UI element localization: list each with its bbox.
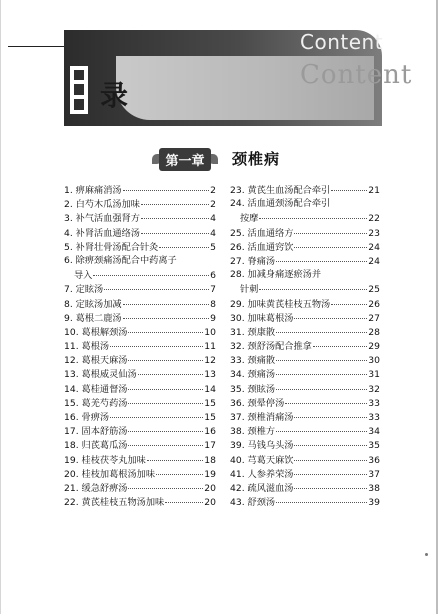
toc-entry-title: 10. 葛根解颈汤 — [64, 326, 128, 338]
dot-leader — [123, 295, 210, 305]
toc-entry-title: 38. 颈椎方 — [230, 426, 276, 438]
toc-entry-page: 32 — [368, 383, 380, 395]
dot-leader — [123, 309, 210, 319]
toc-entry-title: 13. 葛根威灵仙汤 — [64, 369, 137, 381]
toc-entry-title: 26. 活血通窍饮 — [230, 241, 294, 253]
dot-leader — [294, 309, 367, 319]
contents-banner — [0, 0, 438, 130]
toc-entry-title: 41. 人参养荣汤 — [230, 468, 294, 480]
dot-leader — [128, 436, 203, 446]
toc-column-left — [64, 183, 216, 509]
scan-speck — [425, 553, 428, 556]
toc-entry-title: 32. 颈舒汤配合推拿 — [230, 341, 312, 353]
toc-entry-title: 29. 加味黄芪桂枝五物汤 — [230, 298, 331, 310]
toc-entry-title: 31. 颈康散 — [230, 326, 276, 338]
toc-entry-title: 3. 补气活血强肾方 — [64, 213, 140, 225]
dot-leader — [128, 380, 203, 390]
dot-leader — [123, 181, 210, 191]
toc-entry-page: 21 — [368, 185, 380, 196]
toc-entry-page: 33 — [368, 397, 380, 409]
toc-entry-title: 8. 定眩汤加减 — [64, 298, 122, 310]
toc-entry-title: 16. 骨痹汤 — [64, 412, 110, 423]
toc-entry-title: 18. 归芪葛瓜汤 — [64, 440, 128, 452]
dot-leader — [294, 451, 367, 461]
dot-leader — [141, 209, 209, 219]
toc-entry-title: 15. 葛羌芍药汤 — [64, 397, 128, 409]
header-rule — [8, 46, 70, 47]
dot-leader — [294, 224, 367, 234]
toc-entry-title: 43. 舒颈汤 — [230, 497, 276, 509]
toc-entry-page: 31 — [368, 369, 380, 381]
toc-entry-page: 14 — [204, 383, 216, 395]
dot-leader — [147, 451, 203, 461]
dot-leader — [138, 365, 204, 375]
dot-leader — [294, 408, 367, 418]
dot-leader — [294, 465, 367, 475]
toc-entry-title: 14. 葛桂通督汤 — [64, 383, 128, 395]
toc-entry-page: 20 — [204, 482, 216, 494]
dot-leader — [141, 224, 209, 234]
toc-entry-page: 35 — [368, 440, 380, 452]
dot-leader — [331, 181, 367, 191]
dot-leader — [128, 422, 203, 432]
toc-entry-title: 24. 活血通颈汤配合牵引 — [230, 198, 331, 210]
toc-entry-title: 25. 活血通络方 — [230, 227, 294, 239]
chapter-number: 第一章 — [159, 148, 210, 171]
content-word: Content — [300, 30, 384, 54]
toc-entry-page: 5 — [210, 241, 216, 253]
toc-entry[interactable] — [230, 254, 380, 268]
dot-leader — [276, 493, 367, 503]
toc-entry-page: 6 — [210, 270, 216, 282]
toc-entry-page: 20 — [204, 497, 216, 509]
toc-entry-title: 1. 痹麻痛消汤 — [64, 185, 122, 196]
toc-entry-title: 39. 马钱乌头汤 — [230, 440, 294, 452]
toc-entry-page: 33 — [368, 412, 380, 423]
toc-entry-page: 30 — [368, 355, 380, 367]
toc-entry-title: 导入 — [74, 270, 93, 282]
chapter-title: 颈椎病 — [232, 150, 281, 168]
toc-entry-page: 16 — [204, 426, 216, 438]
dot-leader — [259, 280, 367, 290]
toc-entry-title: 4. 补肾活血通络汤 — [64, 227, 140, 239]
dot-leader — [93, 266, 209, 276]
toc-entry-title: 20. 桂枝加葛根汤加味 — [64, 468, 156, 480]
toc-entry-page: 9 — [210, 312, 216, 324]
dot-leader — [276, 380, 367, 390]
toc-entry-title: 7. 定眩汤 — [64, 284, 104, 296]
toc-entry-page: 29 — [368, 341, 380, 353]
toc-entry-title: 28. 加减身痛逐瘀汤并 — [230, 269, 322, 281]
toc-entry[interactable] — [64, 495, 216, 509]
toc-entry-title: 6. 除痹颈痛汤配合中药离子 — [64, 254, 177, 266]
dot-leader — [276, 422, 367, 432]
toc-entry-title: 27. 脊痛汤 — [230, 255, 276, 267]
toc-entry-title: 针刺 — [240, 284, 259, 296]
toc-entry-page: 4 — [210, 227, 216, 239]
toc-entry-page: 15 — [204, 397, 216, 409]
toc-entry-title: 21. 缓急舒痹汤 — [64, 482, 128, 494]
toc-entry-title: 9. 葛根二鹿汤 — [64, 312, 122, 324]
toc-entry-page: 4 — [210, 213, 216, 225]
toc-entry-page: 12 — [204, 355, 216, 367]
toc-entry-title: 12. 葛根天麻汤 — [64, 355, 128, 367]
toc-entry-title: 35. 颈眩汤 — [230, 383, 276, 395]
chapter-badge — [150, 148, 220, 170]
chapter-heading — [0, 140, 438, 180]
toc-entry-page: 34 — [368, 426, 380, 438]
toc-entry-page: 2 — [210, 185, 216, 196]
dot-leader — [128, 323, 203, 333]
dot-leader — [110, 408, 203, 418]
toc-entry-title: 2. 白芍木瓜汤加味 — [64, 199, 140, 211]
toc-entry-title: 36. 颈晕停汤 — [230, 397, 285, 409]
dot-leader — [285, 394, 367, 404]
dot-leader — [156, 465, 203, 475]
toc-entry-page: 13 — [204, 369, 216, 381]
toc-entry-page: 15 — [204, 412, 216, 423]
toc-entry-page: 26 — [368, 298, 380, 310]
toc-entry-page: 25 — [368, 284, 380, 296]
toc-entry-page: 39 — [368, 497, 380, 509]
toc-entry-page: 24 — [368, 255, 380, 267]
toc-entry-page: 37 — [368, 468, 380, 480]
toc-entry-page: 22 — [368, 213, 380, 225]
dot-leader — [313, 337, 367, 347]
toc-entry-title: 按摩 — [240, 213, 259, 225]
toc-entry-page: 36 — [368, 454, 380, 466]
dot-leader — [110, 337, 203, 347]
toc-entry[interactable] — [230, 183, 380, 197]
lu-glyph: 录 — [100, 79, 129, 112]
toc-entry-page: 7 — [210, 284, 216, 296]
toc-entry-page: 19 — [204, 468, 216, 480]
toc-entry-title: 19. 桂枝茯苓丸加味 — [64, 454, 146, 466]
toc-entry-title: 11. 葛根汤 — [64, 341, 110, 353]
dot-leader — [294, 436, 367, 446]
toc-entry-page: 23 — [368, 227, 380, 239]
toc-entry-page: 18 — [204, 454, 216, 466]
toc-entry-title: 30. 加味葛根汤 — [230, 312, 294, 324]
toc-entry-title: 33. 颈痛散 — [230, 355, 276, 367]
toc-entry-page: 27 — [368, 312, 380, 324]
dot-leader — [294, 238, 367, 248]
toc-entry[interactable] — [230, 495, 380, 509]
dot-leader — [276, 351, 367, 361]
dot-leader — [128, 351, 203, 361]
dot-leader — [159, 238, 209, 248]
toc-entry-page: 11 — [204, 341, 216, 353]
toc-entry-title: 42. 疏风滋血汤 — [230, 482, 294, 494]
toc-entry[interactable] — [64, 240, 216, 254]
dot-leader — [294, 479, 367, 489]
dot-leader — [165, 493, 203, 503]
dot-leader — [104, 280, 209, 290]
dot-leader — [128, 394, 203, 404]
dot-leader — [276, 252, 367, 262]
mu-glyph-icon — [70, 66, 88, 114]
banner-watermark: Content — [300, 60, 413, 90]
toc-entry-title: 40. 芎葛天麻饮 — [230, 454, 294, 466]
dot-leader — [276, 365, 367, 375]
toc-column-right — [230, 183, 380, 509]
dot-leader — [128, 479, 203, 489]
dot-leader — [276, 323, 367, 333]
dot-leader — [331, 295, 367, 305]
dot-leader — [141, 195, 209, 205]
dot-leader — [259, 209, 367, 219]
toc-entry-page: 38 — [368, 482, 380, 494]
toc-entry-title: 37. 颈椎消痛汤 — [230, 412, 294, 423]
toc-entry-title: 23. 黄芪生血汤配合牵引 — [230, 185, 331, 196]
toc-entry-title: 17. 固本舒筋汤 — [64, 426, 128, 438]
toc-entry-page: 2 — [210, 199, 216, 211]
toc-entry-page: 10 — [204, 326, 216, 338]
toc-entry-title: 5. 补肾壮骨汤配合针灸 — [64, 241, 159, 253]
toc-entry-page: 28 — [368, 326, 380, 338]
toc-entry-title: 34. 颈痛汤 — [230, 369, 276, 381]
toc-entry-title: 22. 黄芪桂枝五物汤加味 — [64, 497, 165, 509]
toc-entry-page: 17 — [204, 440, 216, 452]
toc-entry-page: 8 — [210, 298, 216, 310]
toc-entry-page: 24 — [368, 241, 380, 253]
